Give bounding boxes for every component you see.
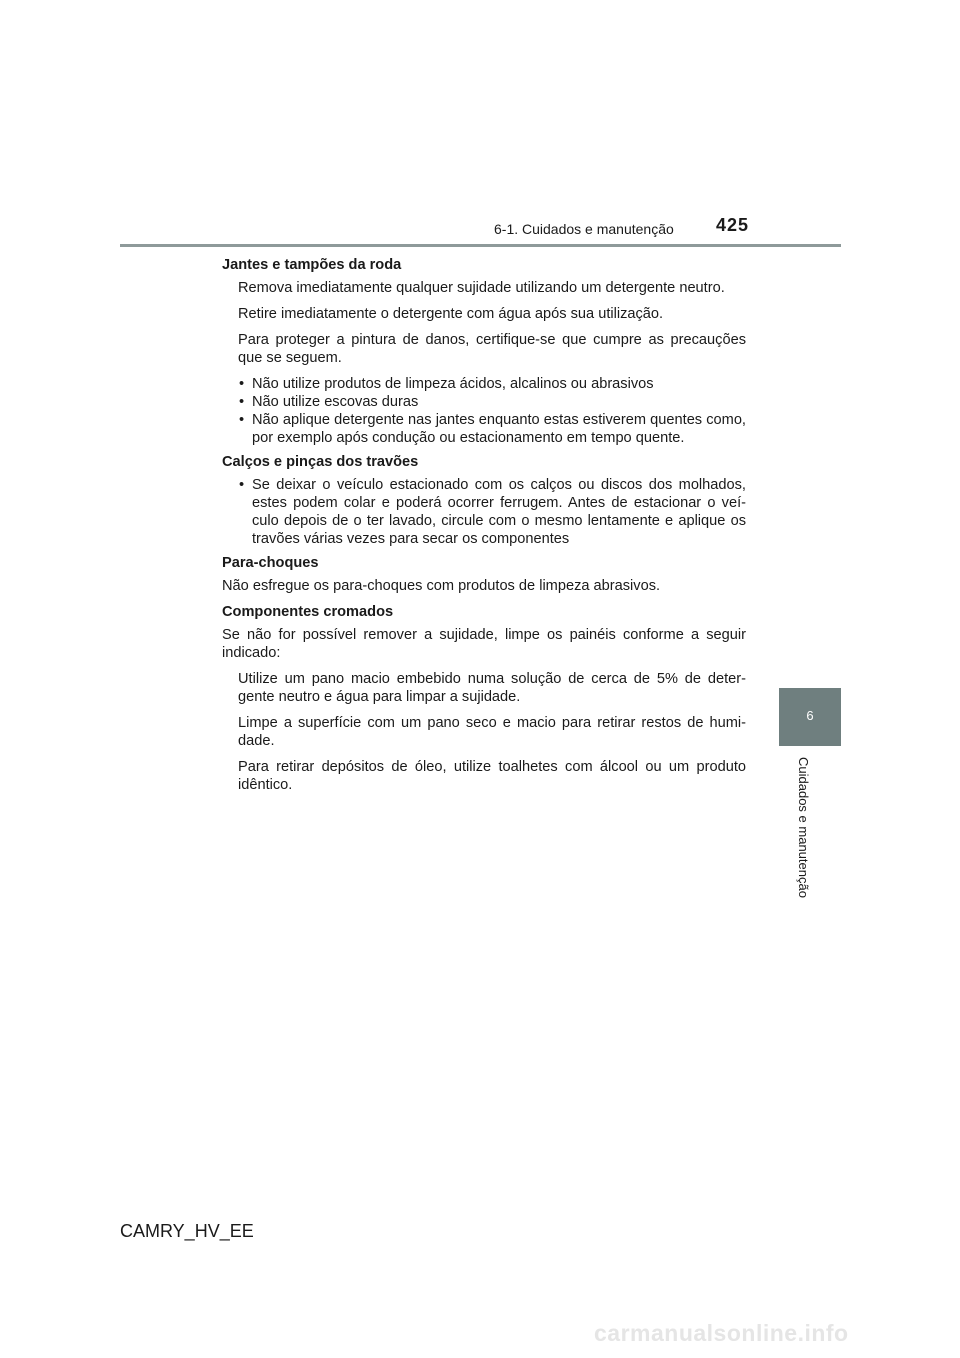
chapter-tab: [779, 688, 841, 746]
paragraph: Não esfregue os para-choques com produtos de limpeza abrasivos.: [222, 578, 661, 594]
section-heading-parachoques: Para-choques: [222, 555, 319, 571]
section-heading-jantes: Jantes e tampões da roda: [222, 257, 402, 273]
chapter-tab-number: 6: [806, 708, 814, 723]
page-content: [222, 256, 746, 802]
chapter-tab-label: Cuidados e manutenção: [796, 757, 811, 898]
paragraph: Retire imediatamente o detergente com água após sua utilização.: [238, 306, 664, 322]
paragraph: Remova imediatamente qualquer sujidade utilizando um detergente neutro.: [238, 280, 725, 296]
header-section-title: 6-1. Cuidados e manutenção: [494, 221, 674, 237]
list-item: • Não utilize escovas duras: [239, 394, 419, 410]
bullet-list-jantes: [238, 375, 746, 447]
paragraph: Se não for possível remover a sujidade, limpe os painéis conforme a seguir indicado:: [222, 627, 746, 661]
bullet-list-calcos: [238, 476, 746, 548]
paragraph: Para proteger a pintura de danos, certifique-se que cumpre as precauções que se seguem.: [238, 332, 746, 366]
list-item: • Não utilize produtos de limpeza ácidos, alcalinos ou abrasivos: [239, 376, 654, 392]
watermark: carmanualsonline.info: [594, 1320, 849, 1346]
document-code: CAMRY_HV_EE: [120, 1221, 254, 1241]
header-divider: [120, 244, 841, 247]
section-heading-calcos: Calços e pinças dos travões: [222, 454, 419, 470]
page-number: 425: [716, 215, 750, 235]
list-item: • Não aplique detergente nas jantes enquanto estas estiverem quentes como, por exemplo após condução ou estacionamento em tempo quente.: [239, 412, 746, 446]
section-heading-cromados: Componentes cromados: [222, 604, 394, 620]
paragraph: Para retirar depósitos de óleo, utilize toalhetes com álcool ou um produto idêntico.: [238, 759, 746, 793]
paragraph: Limpe a superfície com um pano seco e macio para retirar restos de humi-dade.: [238, 715, 746, 749]
paragraph: Utilize um pano macio embebido numa solução de cerca de 5% de deter-gente neutro e água para limpar a sujidade.: [238, 671, 746, 705]
list-item: • Se deixar o veículo estacionado com os calços ou discos dos molhados, estes podem colar e poderá ocorrer ferrugem. Antes de estacionar o veí-culo depois de o ter lavado, circule com o mesmo lentamente e aplique os travões várias vezes para secar os componentes: [239, 477, 746, 547]
